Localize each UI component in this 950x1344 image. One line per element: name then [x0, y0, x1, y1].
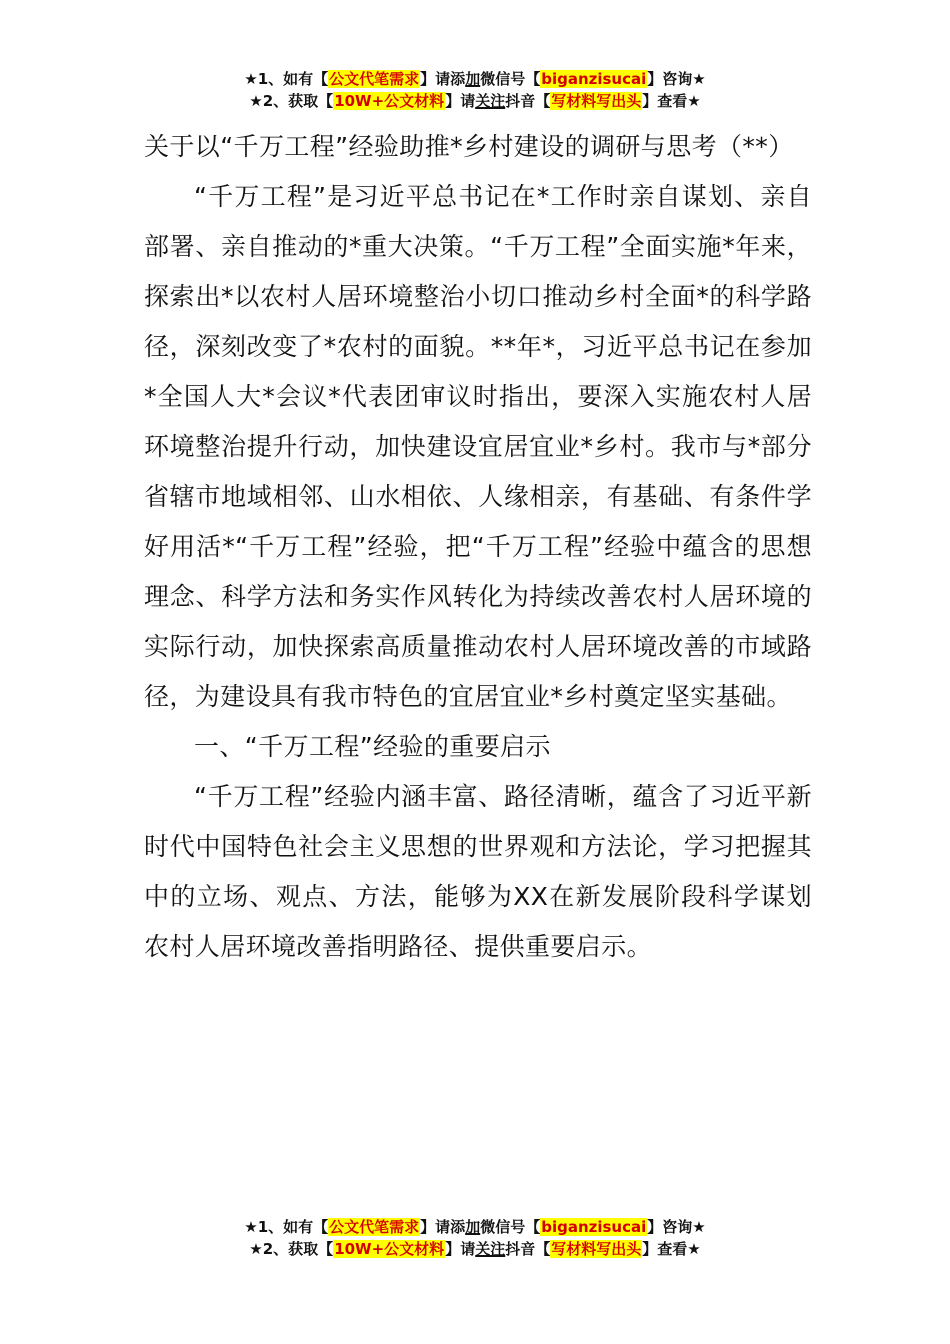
bottom-banner-line-1 — [0, 1216, 950, 1238]
highlight-douyin-account: 写材料写出头 — [551, 1240, 642, 1258]
banner-text: ★2、获取【 — [249, 1240, 334, 1258]
banner-text: 】查看★ — [642, 1240, 701, 1258]
underlined-text: 加 — [465, 70, 481, 88]
highlight-douyin-account: 写材料写出头 — [551, 92, 642, 110]
banner-text: 抖音【 — [505, 1240, 551, 1258]
top-banner-line-1 — [0, 68, 950, 90]
banner-text: 抖音【 — [505, 92, 551, 110]
banner-text: 】咨询★ — [647, 1218, 706, 1236]
highlight-wechat-id: biganzisucai — [541, 1218, 647, 1236]
highlight-ghostwriting: 公文代笔需求 — [329, 70, 420, 88]
bottom-banner-line-2 — [0, 1238, 950, 1260]
banner-text: 微信号【 — [480, 70, 541, 88]
highlight-ghostwriting: 公文代笔需求 — [329, 1218, 420, 1236]
bottom-banner — [0, 1216, 950, 1260]
banner-text: 微信号【 — [480, 1218, 541, 1236]
banner-text: 】请 — [445, 1240, 476, 1258]
banner-text: ★1、如有【 — [244, 70, 329, 88]
banner-text: 】请添 — [420, 1218, 466, 1236]
top-banner-line-2 — [0, 90, 950, 112]
highlight-wechat-id: biganzisucai — [541, 70, 647, 88]
banner-text: 】查看★ — [642, 92, 701, 110]
highlight-materials: 10W+公文材料 — [334, 92, 445, 110]
banner-text: 】咨询★ — [647, 70, 706, 88]
paragraph-intro: “千万工程”是习近平总书记在*工作时亲自谋划、亲自部署、亲自推动的*重大决策。“千万工程”全面实施*年来，探索出*以农村人居环境整治小切口推动乡村全面*的科学路径，深刻改变了*农村的面貌。**年*，习近平总书记在参加*全国人大*会议*代表团审议时指出，要深入实施农村人居环境整治提升行动，加快建设宜居宜业*乡村。我市与*部分省辖市地域相邻、山水相依、人缘相亲，有基础、有条件学好用活*“千万工程”经验，把“千万工程”经验中蕴含的思想理念、科学方法和务实作风转化为持续改善农村人居环境的实际行动，加快探索高质量推动农村人居环境改善的市域路径，为建设具有我市特色的宜居宜业*乡村奠定坚实基础。 — [144, 182, 812, 711]
underlined-text: 加 — [465, 1218, 481, 1236]
paragraph-section-1: “千万工程”经验内涵丰富、路径清晰，蕴含了习近平新时代中国特色社会主义思想的世界观和方法论，学习把握其中的立场、观点、方法，能够为XX在新发展阶段科学谋划农村人居环境改善指明路径、提供重要启示。 — [144, 782, 812, 961]
document-body — [144, 122, 812, 972]
document-title: 关于以“千万工程”经验助推*乡村建设的调研与思考（**） — [144, 132, 794, 161]
top-banner — [0, 68, 950, 112]
highlight-materials: 10W+公文材料 — [334, 1240, 445, 1258]
section-heading: 一、“千万工程”经验的重要启示 — [194, 732, 551, 761]
banner-text: 】请 — [445, 92, 476, 110]
underlined-text: 关注 — [475, 1240, 506, 1258]
banner-text: 】请添 — [420, 70, 466, 88]
banner-text: ★2、获取【 — [249, 92, 334, 110]
banner-text: ★1、如有【 — [244, 1218, 329, 1236]
underlined-text: 关注 — [475, 92, 506, 110]
